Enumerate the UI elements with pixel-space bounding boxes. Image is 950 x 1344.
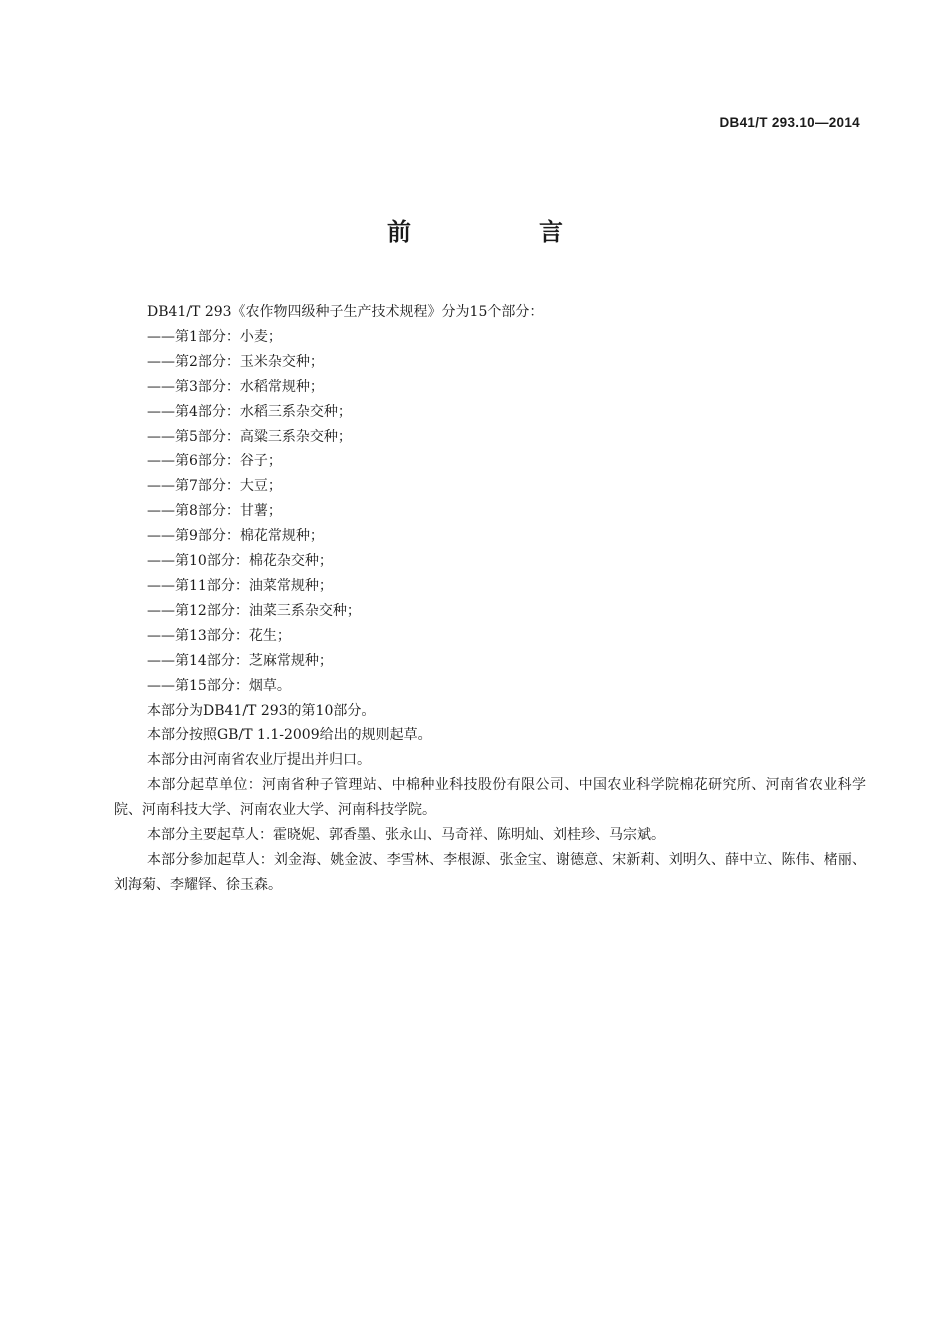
list-item: ——第5部分：高粱三系杂交种； — [147, 428, 352, 445]
list-item: ——第15部分：烟草。 — [147, 677, 291, 694]
list-item: ——第11部分：油菜常规种； — [147, 577, 333, 594]
list-item: ——第9部分：棉花常规种； — [147, 528, 324, 545]
document-code: DB41/T 293.10—2014 — [719, 115, 860, 130]
list-item: ——第3部分：水稻常规种； — [147, 378, 324, 395]
proposer-statement: 本部分由河南省农业厅提出并归口。 — [147, 752, 371, 769]
drafting-rules-statement: 本部分按照GB/T 1.1-2009给出的规则起草。 — [147, 727, 432, 744]
page-title: 前 言 — [387, 218, 615, 246]
intro-paragraph: DB41/T 293《农作物四级种子生产技术规程》分为15个部分： — [147, 304, 544, 320]
list-item: ——第2部分：玉米杂交种； — [147, 353, 324, 370]
list-item: ——第12部分：油菜三系杂交种； — [147, 602, 361, 619]
list-item: ——第1部分：小麦； — [147, 328, 282, 345]
list-item: ——第13部分：花生； — [147, 627, 291, 644]
parts-list — [114, 325, 866, 699]
drafting-units: 本部分起草单位：河南省种子管理站、中棉种业科技股份有限公司、中国农业科学院棉花研究所、河南省农业科学院、河南科技大学、河南农业大学、河南科技学院。 — [114, 777, 866, 819]
list-item: ——第8部分：甘薯； — [147, 503, 282, 520]
document-body — [114, 300, 866, 898]
list-item: ——第10部分：棉花杂交种； — [147, 553, 333, 570]
list-item: ——第14部分：芝麻常规种； — [147, 652, 333, 669]
part-statement: 本部分为DB41/T 293的第10部分。 — [147, 702, 376, 719]
list-item: ——第7部分：大豆； — [147, 478, 282, 495]
main-drafters: 本部分主要起草人：霍晓妮、郭香墨、张永山、马奇祥、陈明灿、刘桂珍、马宗斌。 — [147, 827, 665, 844]
list-item: ——第6部分：谷子； — [147, 453, 282, 470]
list-item: ——第4部分：水稻三系杂交种； — [147, 403, 352, 420]
participating-drafters: 本部分参加起草人：刘金海、姚金波、李雪林、李根源、张金宝、谢德意、宋新莉、刘明久、薛中立、陈伟、楮丽、刘海菊、李耀铎、徐玉森。 — [114, 851, 866, 893]
